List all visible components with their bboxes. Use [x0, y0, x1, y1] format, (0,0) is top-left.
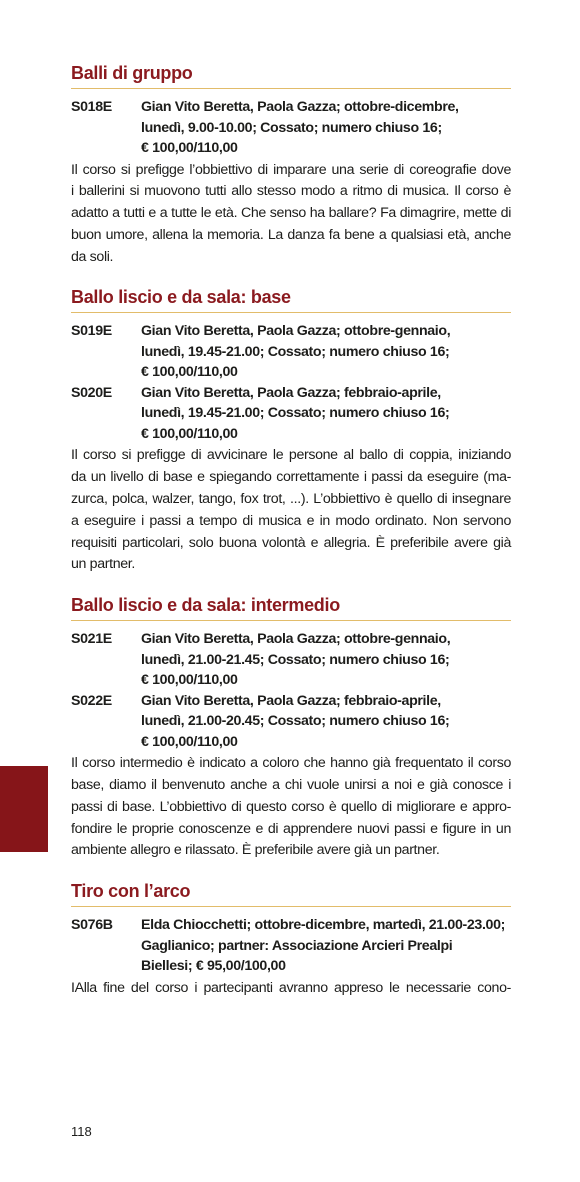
course-code: S076B — [71, 917, 113, 934]
course-detail-line: € 100,00/110,00 — [141, 672, 238, 689]
course-code: S018E — [71, 99, 112, 115]
course-detail-line: Gian Vito Beretta, Paola Gazza; ottobre-gennaio, — [141, 323, 451, 340]
course-code: S022E — [71, 692, 112, 709]
chapter-side-tab — [0, 766, 48, 852]
description-line: Il corso intermedio è indicato a coloro che hanno già frequentato il corso — [71, 755, 511, 772]
course-details — [141, 915, 511, 977]
description-line: passi di base. L’obbiettivo di questo corso è quello di migliorare e appro- — [71, 798, 511, 815]
course-entry — [71, 383, 511, 445]
section-title: Balli di gruppo — [71, 62, 511, 89]
section-description — [71, 978, 511, 1000]
description-line: requisiti particolari, solo buona volontà e allegria. È preferibile avere già — [71, 534, 511, 551]
course-detail-line: Gian Vito Beretta, Paola Gazza; febbraio-aprile, — [141, 692, 441, 709]
section-description — [71, 160, 511, 269]
description-line: da soli. — [71, 248, 114, 265]
course-detail-line: lunedì, 9.00-10.00; Cossato; numero chiuso 16; — [141, 119, 442, 136]
section-description — [71, 753, 511, 862]
course-details — [141, 97, 511, 159]
course-detail-line: lunedì, 19.45-21.00; Cossato; numero chiuso 16; — [141, 343, 450, 360]
course-details — [141, 321, 511, 383]
section-title: Ballo liscio e da sala: intermedio — [71, 594, 511, 621]
course-detail-line: € 100,00/110,00 — [141, 425, 238, 442]
description-line: base, diamo il benvenuto anche a chi vuole unirsi a noi e già conosce i — [71, 777, 511, 794]
description-line: i ballerini si muovono tutti allo stesso modo a ritmo di musica. Il corso è — [71, 183, 511, 200]
description-line: un partner. — [71, 556, 135, 573]
course-detail-line: Gian Vito Beretta, Paola Gazza; ottobre-dicembre, — [141, 99, 459, 115]
description-line: Il corso si prefigge l’obbiettivo di imparare una serie di coreografie dove — [71, 161, 511, 178]
course-entry — [71, 321, 511, 383]
course-details — [141, 691, 511, 753]
description-line: ambiente allegro e rilassato. È preferibile avere già un partner. — [71, 842, 440, 859]
description-line: a eseguire i passi a tempo di musica e in modo ordinato. Non servono — [71, 512, 511, 529]
course-detail-line: lunedì, 21.00-20.45; Cossato; numero chiuso 16; — [141, 713, 450, 730]
course-detail-line: Gaglianico; partner: Associazione Arcieri Prealpi — [141, 937, 453, 954]
course-code: S020E — [71, 384, 112, 401]
course-detail-line: lunedì, 21.00-21.45; Cossato; numero chiuso 16; — [141, 651, 450, 668]
description-line: IAlla fine del corso i partecipanti avranno appreso le necessarie cono- — [71, 979, 511, 996]
section-title: Tiro con l’arco — [71, 880, 511, 907]
course-details — [141, 383, 511, 445]
course-detail-line: lunedì, 19.45-21.00; Cossato; numero chiuso 16; — [141, 405, 450, 422]
section-title: Ballo liscio e da sala: base — [71, 286, 511, 313]
description-line: buon umore, allena la memoria. La danza fa bene a qualsiasi età, anche — [71, 226, 511, 243]
section-ballo-liscio-base — [71, 286, 511, 576]
description-line: zurca, polca, walzer, tango, fox trot, ...). L’obbiettivo è quello di insegnare — [71, 491, 511, 508]
description-line: adatto a tutti e a tutte le età. Che senso ha ballare? Fa dimagrire, mette di — [71, 205, 511, 222]
section-balli-di-gruppo — [71, 62, 511, 268]
course-code: S019E — [71, 323, 112, 340]
page-content — [71, 62, 511, 1018]
course-details — [141, 629, 511, 691]
description-line: da un livello di base e spiegando correttamente i passi da eseguire (ma- — [71, 469, 511, 486]
course-detail-line: Gian Vito Beretta, Paola Gazza; ottobre-gennaio, — [141, 631, 451, 648]
description-line: Il corso si prefigge di avvicinare le persone al ballo di coppia, iniziando — [71, 447, 511, 464]
section-ballo-liscio-intermedio — [71, 594, 511, 862]
course-detail-line: € 100,00/110,00 — [141, 140, 238, 156]
description-line: fondire le proprie conoscenze e di apprendere nuovi passi e figure in un — [71, 820, 511, 837]
course-entry — [71, 629, 511, 691]
section-description — [71, 445, 511, 576]
section-tiro-con-larco — [71, 880, 511, 999]
page-number: 118 — [71, 1124, 92, 1139]
course-detail-line: € 100,00/110,00 — [141, 733, 238, 750]
course-entry — [71, 915, 511, 977]
course-detail-line: Gian Vito Beretta, Paola Gazza; febbraio-aprile, — [141, 384, 441, 401]
course-detail-line: € 100,00/110,00 — [141, 364, 238, 381]
course-code: S021E — [71, 631, 112, 648]
course-entry — [71, 97, 511, 159]
course-detail-line: Biellesi; € 95,00/100,00 — [141, 958, 286, 975]
course-entry — [71, 691, 511, 753]
course-detail-line: Elda Chiocchetti; ottobre-dicembre, martedì, 21.00-23.00; — [141, 917, 506, 934]
